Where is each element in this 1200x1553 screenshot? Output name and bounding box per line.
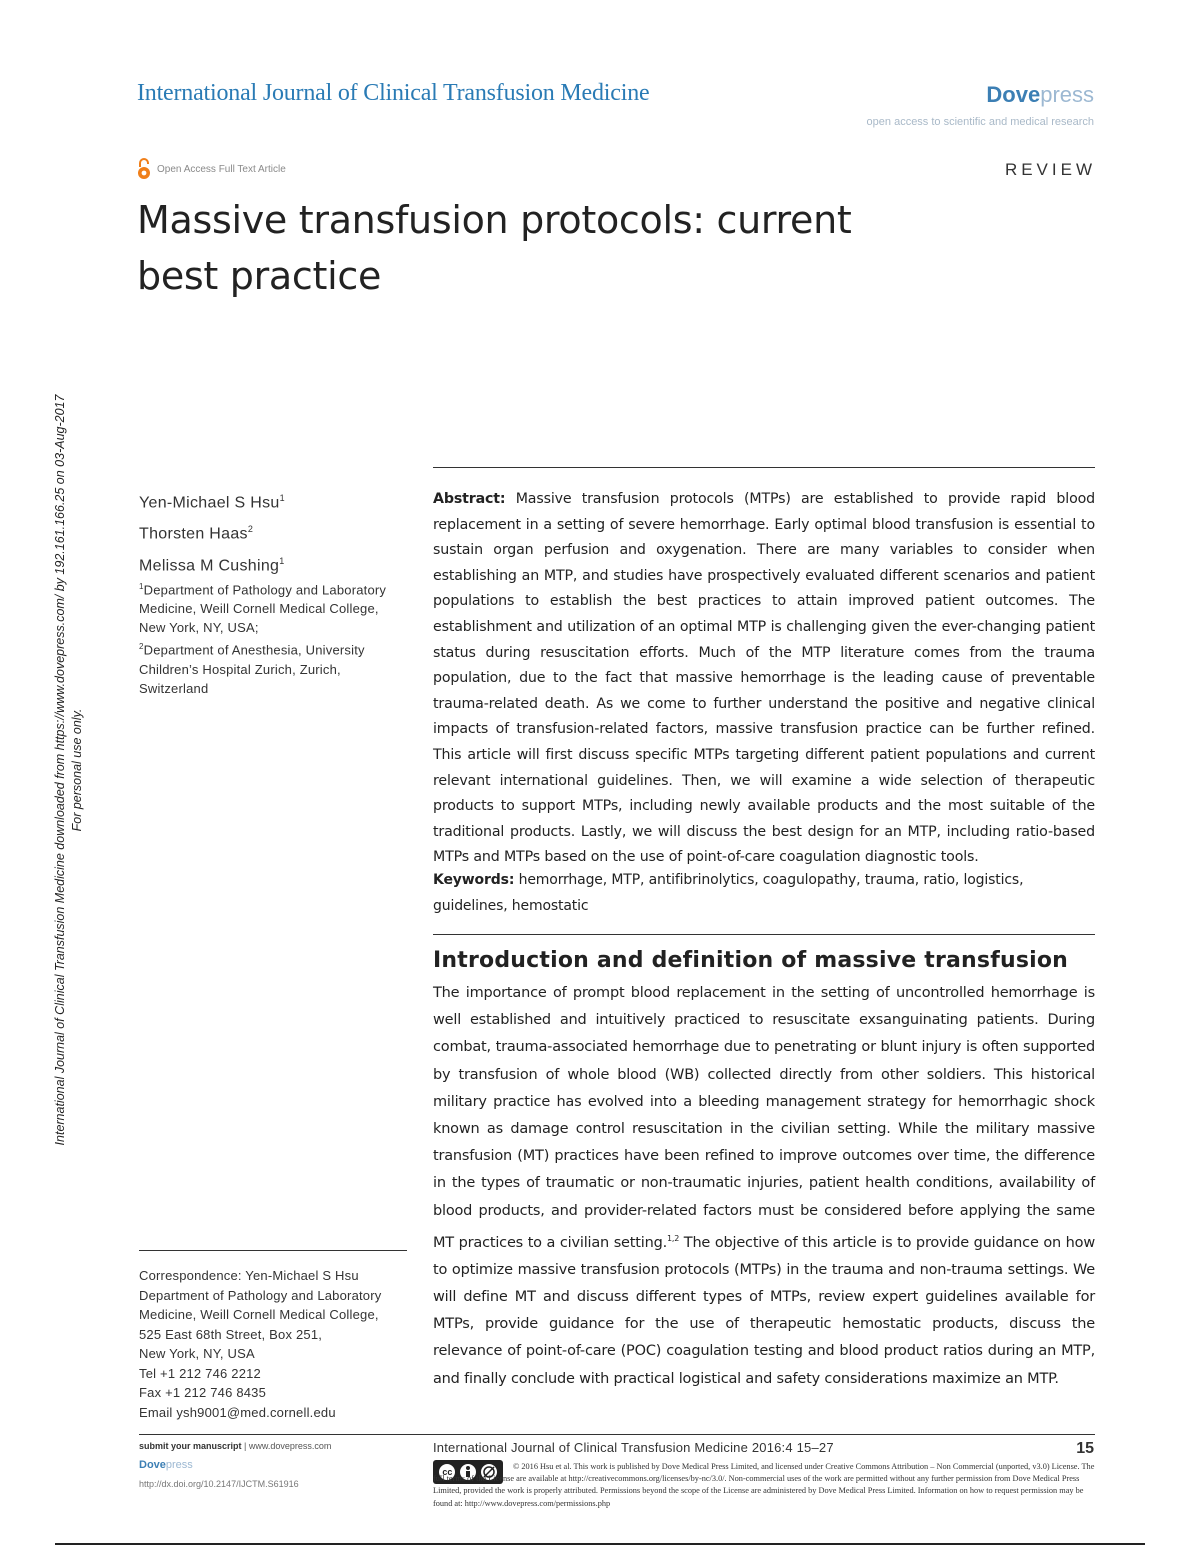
corr-email[interactable]: Email ysh9001@med.cornell.edu (139, 1404, 336, 1420)
page-bottom-rule (55, 1543, 1145, 1545)
corr-line: Tel +1 212 746 2212 (139, 1365, 261, 1381)
corr-line: Medicine, Weill Cornell Medical College, (139, 1307, 379, 1322)
keywords-text: hemorrhage, MTP, antifibrinolytics, coagulopathy, trauma, ratio, logistics, guidelines, hemostatic (433, 872, 1024, 914)
footer-rule (139, 1434, 1095, 1435)
author-name: Thorsten Haas (139, 525, 248, 543)
author-affil-marker: 1 (279, 493, 285, 503)
submit-url[interactable]: | www.dovepress.com (244, 1441, 332, 1451)
footer-brand (139, 1459, 331, 1471)
author-list (139, 485, 285, 579)
keywords (433, 868, 1095, 919)
article-type: REVIEW (1004, 160, 1096, 179)
intro-text-1: The importance of prompt blood replacement in the setting of uncontrolled hemorrhage is well established and intuitively practiced to resuscitate exsanguinating patients. During combat, trauma-associated hemorrhage due to penetrating or blunt injury is often supported by transfusion of whole blood (WB) collected directly from other soldiers. This historical military practice has evolved into a bleeding management strategy for hemorrhagic shock known as damage control resuscitation in the civilian setting. While the military massive transfusion (MT) practices have been refined to improve outcomes over time, the difference in the types of traumatic or non-traumatic injuries, patient health conditions, availability of blood products, and provider-related factors must be considered before applying the same MT practices to a civilian setting. (433, 985, 1095, 1251)
doi-link[interactable]: http://dx.doi.org/10.2147/IJCTM.S61916 (139, 1479, 299, 1489)
abstract-bottom-rule (433, 934, 1095, 935)
open-access-row (137, 158, 286, 180)
affil-marker: 1 (139, 582, 144, 591)
keywords-label: Keywords: (433, 872, 515, 888)
open-access-label: Open Access Full Text Article (157, 163, 286, 175)
affil-text: Department of Anesthesia, University Children’s Hospital Zurich, Zurich, Switzerland (139, 642, 365, 696)
article-title: Massive transfusion protocols: current best practice (137, 198, 852, 298)
affil-marker: 2 (139, 642, 144, 652)
section-heading: Introduction and definition of massive transfusion (433, 948, 1069, 973)
open-access-icon (137, 158, 151, 180)
author-name: Yen-Michael S Hsu (139, 494, 280, 512)
journal-citation: International Journal of Clinical Transfusion Medicine 2016:4 15–27 (433, 1440, 834, 1455)
author-affil-marker: 1 (279, 555, 285, 566)
publisher-tagline: open access to scientific and medical research (866, 116, 1094, 128)
author (139, 516, 285, 547)
citation-ref[interactable]: 1,2 (666, 1233, 680, 1243)
brand-light: press (1040, 82, 1094, 107)
author (139, 548, 285, 579)
affil-text: Department of Pathology and Laboratory Medicine, Weill Cornell Medical College, New York, NY, USA; (139, 582, 387, 636)
correspondence (139, 1266, 414, 1422)
corr-line: Department of Pathology and Laboratory (139, 1287, 382, 1303)
license-text: © 2016 Hsu et al. This work is published by Dove Medical Press Limited, and licensed under Creative Commons Attribution – Non Commercial (unported, v3.0) License. The full terms of the License are available at http://creativecommons.org/licenses/by-nc/3.0/. Non-commercial uses of the work are permitted without any further permission from Dove Medical Press Limited, provided the work is properly attributed. Permissions beyond the scope of the License are administered by Dove Medical Press Limited. Information on how to request permission may be found at: http://www.dovepress.com/permissions.php (433, 1462, 1095, 1508)
affiliation-1 (139, 577, 409, 637)
corr-line: Correspondence: Yen-Michael S Hsu (139, 1268, 359, 1283)
corr-line: 525 East 68th Street, Box 251, (139, 1326, 323, 1342)
author-name: Melissa M Cushing (139, 556, 280, 574)
footer-left (139, 1441, 331, 1489)
brand-main: Dove (986, 82, 1041, 107)
introduction-body (433, 980, 1095, 1393)
correspondence-rule (139, 1250, 407, 1251)
corr-line: New York, NY, USA (139, 1346, 255, 1361)
author (139, 485, 285, 516)
publisher-logo (986, 82, 1094, 108)
affiliations (139, 577, 409, 698)
abstract-top-rule (433, 467, 1095, 468)
abstract-text: Massive transfusion protocols (MTPs) are established to provide rapid blood replacement in a setting of severe hemorrhage. Early optimal blood transfusion is essential to sustain organ perfusion and oxygenation. There are many variables to consider when establishing an MTP, and studies have prospectively evaluated different scenarios and patient populations to establish the best practices to attain improved patient outcomes. The establishment and utilization of an optimal MTP is challenging given the ever-changing patient status during resuscitation efforts. Much of the MTP literature comes from the trauma population, due to the fact that massive hemorrhage is the leading cause of preventable trauma-related death. As we come to further understand the positive and negative clinical impacts of transfusion-related factors, massive transfusion practice can be further refined. This article will first discuss specific MTPs targeting different patient populations and current relevant international guidelines. Then, we will examine a wide selection of therapeutic products to support MTPs, including newly available products and the most suitable of the traditional products. Lastly, we will discuss the best design for an MTP, including ratio-based MTPs and MTPs based on the use of point-of-care coagulation diagnostic tools. (433, 491, 1095, 866)
watermark-line-1: International Journal of Clinical Transfusion Medicine downloaded from https://www.dovepress.com/ by 192.161.166.25 on 03-Aug-2017 (53, 394, 67, 1146)
abstract-label: Abstract: (433, 491, 506, 507)
footer-brand-light: press (165, 1459, 193, 1471)
page-number: 15 (1076, 1440, 1094, 1457)
footer-brand-main: Dove (139, 1459, 166, 1471)
cc-icon: cc (439, 1464, 455, 1480)
submit-label[interactable]: submit your manuscript (139, 1441, 242, 1451)
submit-manuscript-link[interactable] (139, 1441, 331, 1451)
affiliation-2 (139, 637, 409, 697)
intro-text-2: The objective of this article is to provide guidance on how to optimize massive transfusion protocols (MTPs) in the trauma and non-trauma settings. We will define MT and discuss different types of MTPs, review expert guidelines available for MTPs, provide guidance for the use of therapeutic hemostatic products, discuss the relevance of point-of-care (POC) coagulation testing and blood product ratios during an MTP, and finally conclude with practical logistical and safety considerations maximize an MTP. (433, 1234, 1095, 1387)
watermark-line-2: For personal use only. (70, 708, 84, 832)
journal-title: International Journal of Clinical Transfusion Medicine (137, 80, 650, 106)
author-affil-marker: 2 (247, 524, 254, 535)
corr-line: Fax +1 212 746 8435 (139, 1385, 267, 1400)
abstract (433, 487, 1095, 871)
